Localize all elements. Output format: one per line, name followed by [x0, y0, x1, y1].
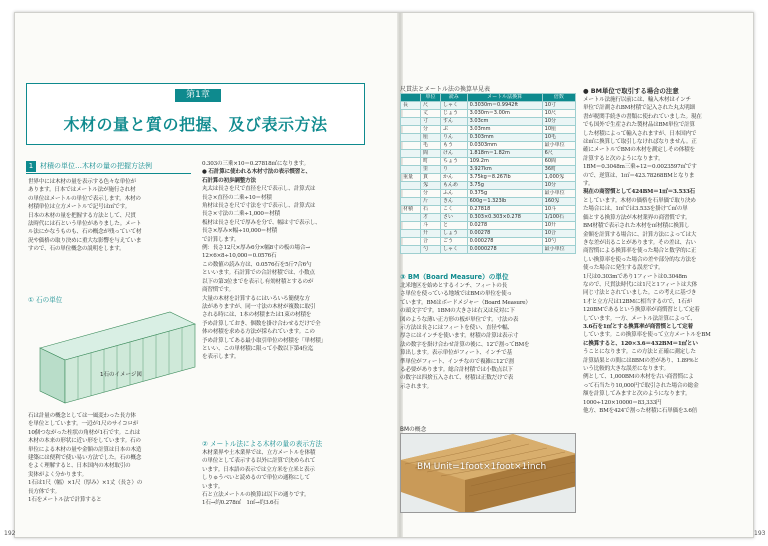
chapter-title: 木材の量と質の把握、及び表示方法 [63, 115, 328, 134]
table-row: 丈 じょう 3.030m＝3.00m 10尺 [401, 110, 576, 118]
table-row: 長 尺 しゃく 0.3030m＝0.9942ft 10寸 [401, 102, 576, 110]
table-row: 分 ふん 0.375g 最小単位 [401, 190, 576, 198]
prism-caption: 1石のイメージ図 [100, 372, 142, 378]
conversion-table [400, 93, 576, 254]
column2-paragraph: 0.303の三乗×10＝0.27818㎥になります。 ● 石計算に使われる木材寸法の表示慣習と、 石計算の初歩調整方法 丸太は長さを尺で直径を尺で表示し、計算式は 長さ×直径の二乗÷10＝材積 角材は長さを尺で寸法を寸で表示し、計算式は 長さ×寸法の二乗÷1,000＝材積 板材は長さを尺で厚みを分で、幅は寸で表示し、 長さ×厚み×幅÷10,000＝材積 で計算します。 例：長さ12尺×厚み6分×幅8寸の板の場合→ 12×6×8÷10,000＝0.0576石 この数値の読み方は、0.0576石を5斤7合6勺 といいます。石計算での合計材積では、小数点 以下の第3位までを表示し有効材積とするのが 商習慣です。 大量の木材を計算するにはいろいろ簡便な方 法がありますが、同一寸法の木材が複数に取引 される時には、1本の材積または1束の材積を 予め計算しておき、個数を掛け合わせるだけで全 体の材積を求める方法が採られています。この 予め計算してある最小取引単位の材積を「単材積」 といい、この単材積に限って小数以下第4位迄 を表示します。 [202, 161, 327, 361]
table-row: 勺 しゃく 0.0000278 最小単位 [401, 246, 576, 254]
table-row: 重量 貫 かん 3.75kg＝8.267lb 1,000匁 [401, 174, 576, 182]
table-row: 合 ごう 0.000278 10勺 [401, 238, 576, 246]
subheading-koku-unit: ① 石の単位 [28, 296, 63, 304]
bm-unit-caption: BM Unit=1foot×1foot×1inch [417, 462, 547, 472]
bm-board-image [400, 433, 576, 513]
wood-board-illustration [401, 434, 576, 513]
subheading-metric: ② メートル法による木材の量の表示方法 [202, 440, 323, 448]
table-row: 斗 と 0.0278 10升 [401, 222, 576, 230]
column4-paragraph: メートル法施行以前には、輸入木材はインチ 単位で計測されBM材積で記入された丸太明細 書が税関手続きの書類に使われていました。現在 でも国外で生産された製材品はBM単位で計算 した材積によって輸入されますが、日本国内で は㎥に換算して取引しなければなりません。正 確にメートルでBMの木材を測定しその体積を 計算すると次のようになります。 1BM＝0.3048m三乗÷12＝0.0023597㎥です ので、逆算は、1㎥＝423.78268BMとなりま す。 現在の商習慣として424BM＝1㎥＝3.533石 としています。木材の価格を石単価で取り決め た場合には、1㎥では3.533を掛けて㎥の単 価とする換算方法が木材業界の商習慣です。 BM材積で表示された木材を㎥材積に換算し 金額を計算する場合に、計算方法によっては大 きな差が出ることがあります。その差は、古い 商習慣による換算率を使った場合と数学的に正 しい換算率を使った場合の差や部分的な方法を 使った場合に発生する誤差です。 1尺は0.303mであり1フィートは0.3048m なので、尺貫法時代には1尺と1フィートは大体 同じ寸法とされていました。この考えに基づき 1才と立方尺は12BMに相当するので、1石が 120BMであるという換算率が商慣習として定着 しています。一方、メートル法計算によって、 3.6石を1㎥とする換算率が商習慣として定着 しています。この換算率を使って立方メートルをBM に換算すると、120×3.6＝432BM＝1㎥とい うことになります。この方法と正確に測定した 計算結果との間には8BMの差があり、1.89%と いう比較的大きな誤差になります。 例として、1,000BMの木材を古い商習慣によ って石当たり10,000円で取引された場合の総金 額を計算してみますと次のようになります。 1000÷120×10000＝83,333円 他方、BMを424で割った材積に石単価を3.6倍 [583, 97, 711, 415]
chapter-label: 第1章 [175, 89, 221, 102]
left-page-number: 192 [4, 530, 16, 537]
table-row: 才 さい 0.303×0.303×0.278 1/100石 [401, 214, 576, 222]
section-title: 材積の単位…木材の量の把握方法例 [40, 162, 152, 170]
table-row: 里 り 3.927km 36町 [401, 166, 576, 174]
section-number: 1 [26, 161, 36, 172]
column1-paragraph: 世界中には木材の量を表示する色々な単位が あります。日本ではメートル法が施行され材 の単位はメートルの単位で表示します。木材の 材積単位は立方メートルで記号は㎥です。 日本の木材の量を把握する方法として、尺貫 法時代には石という単位がありました。メート ル法にかなうものも、石の概念が残っていて材 況や価格の取り決めに重大な影響を与えていま すので、石の単位概念の説明をします。 [28, 179, 142, 253]
column3-paragraph: 北米地区を始めとするインチ、フィートの長 さ単位を使っている地域ではBMの単位を使っ ています。BMはボードメジャー（Board Measure） の頭文字です。1BMの大きさは右又は反対に下 図のような薄い正方形の板が単位です。寸法の表 示方法は長さにはフィートを使い、直径や幅、 厚さにはインチを使います。材積の計算は表示寸 法の数字を掛け合わせ計算の後に、12で割ってBMを 算出します。表示単位がフィート、インチで基 準単位がフィート、インチなので複雑に12で割 る必要があります。総合計材積では小数点以下 の数字は四捨五入されて、材積は正数だけで表 示されます。 [400, 283, 531, 390]
bm-caution-heading: ● BM単位で取引する場合の注意 [583, 87, 679, 95]
koku-prism-illustration [30, 308, 200, 408]
table-row: 斤 きん 600g＝1.323lb 160匁 [401, 198, 576, 206]
bm-figure-label: BMの概念 [400, 427, 427, 433]
table-row: 材積 石 こく 0.27818 10斗 [401, 206, 576, 214]
table-title: 尺貫法とメートル法の換算早見表 [400, 86, 491, 93]
column1-bottom-paragraph: 石は計量の概念としては一風変わった長方体 を単位としています。一辺が1尺のサイコロが 10個つながった柱状の角材が1石です。これは 木材の本来の形状に近い形をしています。石の 単位による木材の量や金額の計算は日本の木造 建築には便利で使い易い方法でした。石の概念 をよく理解すると、日本国内の木材取引の 実体がよく分かります。 1石は1尺（幅）×1尺（厚み）×1丈（長さ）の 長方体です。 1石をメートル法で計算すると [28, 413, 143, 504]
table-header-row: 単位 読み メートル法換算 倍数 [401, 94, 576, 102]
table-row: 間 けん 1.818m＝1.82m 6尺 [401, 150, 576, 158]
table-row: 町 ちょう 109.2m 60間 [401, 158, 576, 166]
table-row: 毛 もう 0.0303mm 最小単位 [401, 142, 576, 150]
table-row: 匁 もんめ 3.75g 10分 [401, 182, 576, 190]
table-row: 分 ぶ 3.03mm 10厘 [401, 126, 576, 134]
chapter-header [26, 83, 365, 145]
subheading-bm: ③ BM（Board Measure）の単位 [400, 273, 509, 281]
column2-bottom-paragraph: 木材業界や土木業界では、立方メートルを体積 の単位として表示する以外に計算で決められて います。日本語の表示では立方米を立米と表示 しりゅうべいと読めるので単位の通称にして います。 石と立法メートルの換算は以下の通りです。 1石→約0.278㎥ 1㎥→約3.6石 [202, 450, 316, 507]
right-page-number: 193 [754, 530, 766, 537]
table-row: 厘 りん 0.303mm 10毛 [401, 134, 576, 142]
table-row: 升 しょう 0.00278 10合 [401, 230, 576, 238]
section-heading [26, 160, 191, 174]
table-row: 寸 すん 3.03cm 10分 [401, 118, 576, 126]
